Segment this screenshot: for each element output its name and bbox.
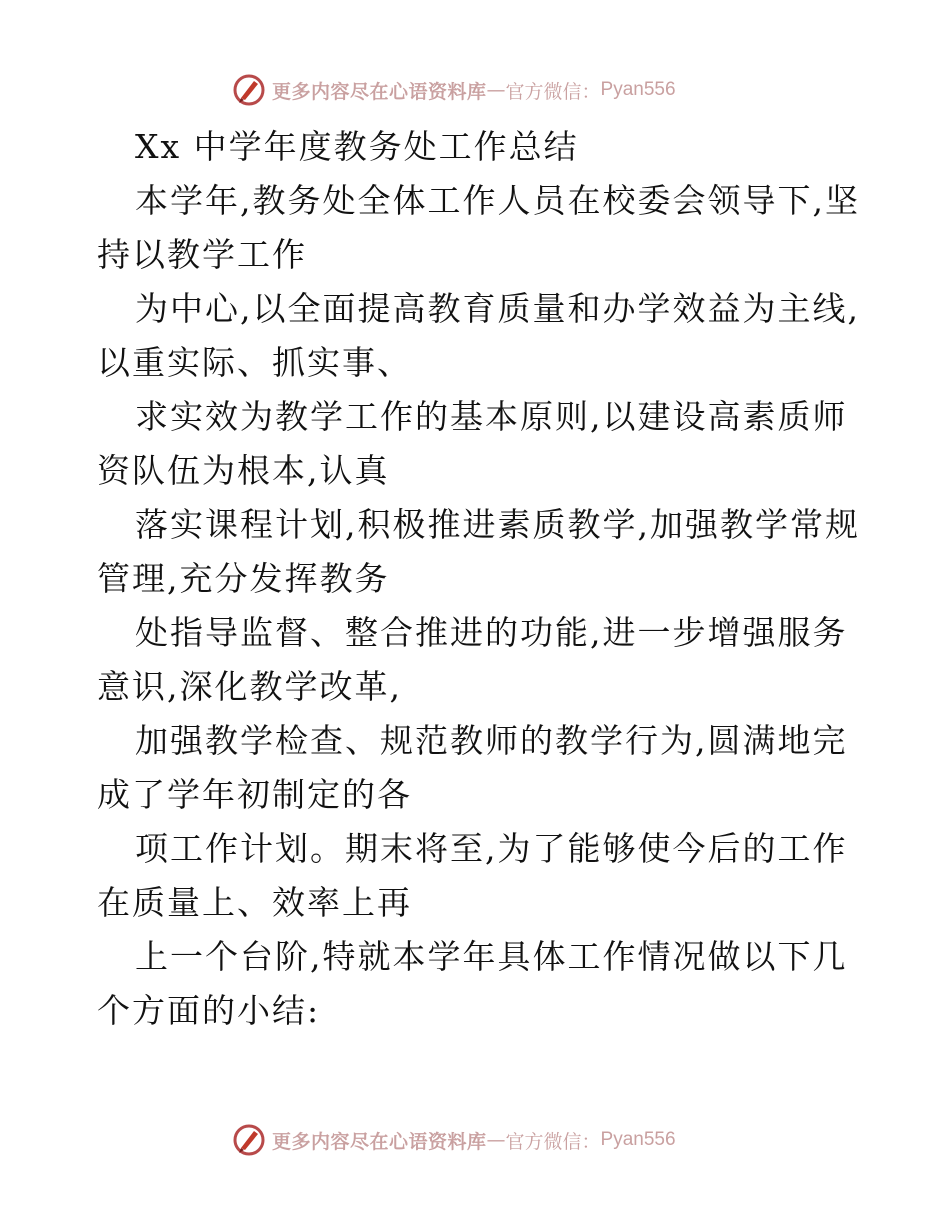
paragraph-line: 管理,充分发挥教务: [97, 559, 390, 598]
paragraph-line: 在质量上、效率上再: [97, 883, 412, 922]
paragraph-line: 意识,深化教学改革,: [97, 667, 402, 706]
watermark-text: 更多内容尽在心语资料库: [272, 80, 487, 103]
document-title: Xx 中学年度教务处工作总结: [135, 127, 579, 166]
watermark-text: 更多内容尽在心语资料库: [272, 1130, 487, 1153]
paragraph-line: 加强教学检查、规范教师的教学行为,圆满地完: [135, 721, 848, 760]
document-body: [97, 120, 860, 1038]
paragraph-line: 持以教学工作: [97, 235, 307, 274]
watermark-footer: [232, 1122, 752, 1158]
paragraph-line: 落实课程计划,积极推进素质教学,加强教学常规: [135, 505, 860, 544]
paragraph-line: 成了学年初制定的各: [97, 775, 412, 814]
watermark-header: [232, 72, 752, 108]
paragraph-line: 资队伍为根本,认真: [97, 451, 390, 490]
paragraph-line: 处指导监督、整合推进的功能,进一步增强服务: [135, 613, 848, 652]
watermark-wechat-id: Pyan556: [600, 1129, 676, 1150]
paragraph-line: 上一个台阶,特就本学年具体工作情况做以下几: [135, 937, 848, 976]
watermark-dash: —: [486, 79, 506, 101]
watermark-wechat-label: 官方微信：: [505, 80, 601, 103]
watermark-wechat-id: Pyan556: [600, 79, 676, 100]
watermark-dash: —: [486, 1129, 506, 1151]
paragraph-line: 为中心,以全面提高教育质量和办学效益为主线,: [135, 289, 860, 328]
paragraph-line: 求实效为教学工作的基本原则,以建设高素质师: [135, 397, 848, 436]
paragraph-line: 本学年,教务处全体工作人员在校委会领导下,坚: [135, 181, 860, 220]
paragraph-line: 项工作计划。期末将至,为了能够使今后的工作: [135, 829, 848, 868]
feather-pen-logo-icon: [232, 1123, 266, 1157]
feather-pen-logo-icon: [232, 73, 266, 107]
paragraph-line: 个方面的小结:: [97, 991, 321, 1030]
paragraph-line: 以重实际、抓实事、: [97, 343, 412, 382]
watermark-wechat-label: 官方微信：: [505, 1130, 601, 1153]
